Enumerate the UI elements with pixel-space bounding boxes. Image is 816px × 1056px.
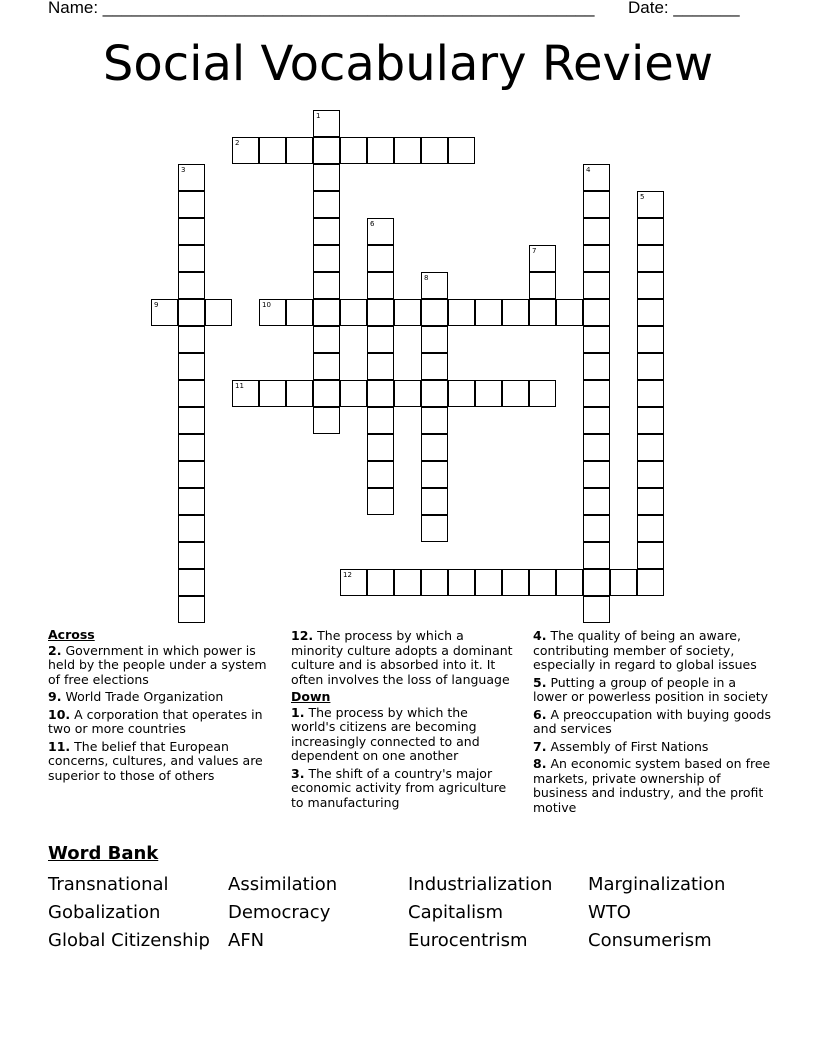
crossword-cell[interactable]: [313, 407, 340, 434]
crossword-cell[interactable]: [367, 461, 394, 488]
crossword-cell[interactable]: [583, 596, 610, 623]
crossword-cell[interactable]: [367, 434, 394, 461]
page-title: Social Vocabulary Review: [102, 36, 714, 92]
clue-across-12: 12. The process by which a minority culture adopts a dominant culture and is absorbed into it. It often involves the loss of language: [291, 628, 513, 687]
crossword-cell[interactable]: [637, 434, 664, 461]
crossword-cell[interactable]: [178, 191, 205, 218]
crossword-cell[interactable]: [394, 299, 421, 326]
crossword-cell[interactable]: [583, 299, 610, 326]
crossword-cell[interactable]: [610, 569, 637, 596]
clue-down-4: 4. The quality of being an aware, contributing member of society, especially in regard to global issues: [533, 628, 757, 672]
clue-number: 1: [316, 112, 321, 120]
crossword-cell[interactable]: [178, 380, 205, 407]
crossword-cell[interactable]: [583, 191, 610, 218]
crossword-cell[interactable]: [421, 272, 448, 299]
crossword-cell[interactable]: [367, 380, 394, 407]
crossword-cell[interactable]: [178, 542, 205, 569]
crossword-cell[interactable]: [637, 488, 664, 515]
crossword-cell[interactable]: [178, 488, 205, 515]
crossword-cell[interactable]: [178, 326, 205, 353]
clue-number: 3: [181, 166, 186, 174]
clue-down-5: 5. Putting a group of people in a lower or powerless position in society: [533, 674, 769, 704]
clue-across-2: 2. Government in which power is held by the people under a system of free elections: [48, 642, 267, 687]
clue-number: 7: [532, 247, 537, 255]
crossword-cell[interactable]: [178, 596, 205, 623]
crossword-cell[interactable]: [556, 569, 583, 596]
crossword-cell[interactable]: [637, 245, 664, 272]
crossword-cell[interactable]: [178, 299, 205, 326]
crossword-cell[interactable]: [178, 353, 205, 380]
crossword-cell[interactable]: [421, 380, 448, 407]
crossword-cell[interactable]: [583, 488, 610, 515]
crossword-cell[interactable]: [583, 434, 610, 461]
crossword-cell[interactable]: [421, 326, 448, 353]
crossword-cell[interactable]: [367, 569, 394, 596]
crossword-cell[interactable]: [448, 569, 475, 596]
clue-down-1: 1. The process by which the world's citizens are becoming increasingly connected to and dependent on one another: [291, 704, 480, 763]
crossword-cell[interactable]: [313, 191, 340, 218]
crossword-cell[interactable]: [637, 569, 664, 596]
crossword-cell[interactable]: [475, 569, 502, 596]
crossword-cell[interactable]: [340, 380, 367, 407]
crossword-cell[interactable]: [583, 353, 610, 380]
crossword-cell[interactable]: [178, 407, 205, 434]
crossword-cell[interactable]: [529, 569, 556, 596]
crossword-cell[interactable]: [205, 299, 232, 326]
crossword-cell[interactable]: [259, 380, 286, 407]
crossword-cell[interactable]: [502, 569, 529, 596]
crossword-cell[interactable]: [583, 407, 610, 434]
name-field[interactable]: Name: ____________________________________________________: [48, 0, 595, 17]
crossword-cell[interactable]: [583, 569, 610, 596]
clue-number: 11: [235, 382, 244, 390]
crossword-cell[interactable]: [448, 137, 475, 164]
crossword-cell[interactable]: [583, 461, 610, 488]
crossword-cell[interactable]: [637, 353, 664, 380]
crossword-cell[interactable]: [583, 272, 610, 299]
crossword-cell[interactable]: [151, 299, 178, 326]
word-bank-item: WTO: [588, 902, 631, 923]
clue-down-6: 6. A preoccupation with buying goods and services: [533, 706, 772, 736]
crossword-cell[interactable]: [475, 380, 502, 407]
crossword-cell[interactable]: [637, 272, 664, 299]
crossword-cell[interactable]: [367, 137, 394, 164]
crossword-cell[interactable]: [583, 218, 610, 245]
word-bank-item: AFN: [228, 930, 265, 951]
date-field[interactable]: Date: _______: [628, 0, 740, 17]
crossword-cell[interactable]: [529, 380, 556, 407]
crossword-cell[interactable]: [583, 326, 610, 353]
crossword-cell[interactable]: [637, 461, 664, 488]
crossword-cell[interactable]: [367, 299, 394, 326]
crossword-cell[interactable]: [286, 380, 313, 407]
crossword-cell[interactable]: [367, 407, 394, 434]
clue-number: 5: [640, 193, 645, 201]
clues-column-3: [533, 629, 773, 818]
crossword-cell[interactable]: [313, 380, 340, 407]
crossword-cell[interactable]: [583, 542, 610, 569]
crossword-cell[interactable]: [367, 272, 394, 299]
crossword-cell[interactable]: [475, 299, 502, 326]
crossword-cell[interactable]: [583, 245, 610, 272]
crossword-cell[interactable]: [340, 299, 367, 326]
clue-across-11: 11. The belief that European concerns, cultures, and values are superior to those of others: [48, 738, 263, 783]
crossword-cell[interactable]: [394, 569, 421, 596]
crossword-cell[interactable]: [178, 515, 205, 542]
word-bank-item: Gobalization: [48, 902, 161, 923]
crossword-cell[interactable]: [313, 218, 340, 245]
crossword-cell[interactable]: [448, 380, 475, 407]
crossword-cell[interactable]: [313, 137, 340, 164]
crossword-cell[interactable]: [448, 299, 475, 326]
crossword-cell[interactable]: [637, 515, 664, 542]
crossword-cell[interactable]: [313, 164, 340, 191]
clue-number: 12: [343, 571, 352, 579]
crossword-cell[interactable]: [313, 110, 340, 137]
clue-number: 10: [262, 301, 271, 309]
crossword-cell[interactable]: [313, 272, 340, 299]
crossword-cell[interactable]: [421, 434, 448, 461]
crossword-cell[interactable]: [286, 299, 313, 326]
clue-across-9: 9. World Trade Organization: [48, 689, 224, 704]
crossword-cell[interactable]: [340, 569, 367, 596]
crossword-cell[interactable]: [421, 407, 448, 434]
crossword-cell[interactable]: [259, 299, 286, 326]
crossword-cell[interactable]: [421, 515, 448, 542]
crossword-cell[interactable]: [637, 380, 664, 407]
crossword-cell[interactable]: [178, 218, 205, 245]
word-bank-item: Consumerism: [588, 930, 712, 951]
clues-column-2: [291, 629, 516, 813]
crossword-cell[interactable]: [232, 380, 259, 407]
crossword-cell[interactable]: [583, 515, 610, 542]
crossword-cell[interactable]: [367, 488, 394, 515]
crossword-cell[interactable]: [178, 272, 205, 299]
crossword-cell[interactable]: [637, 218, 664, 245]
clue-number: 8: [424, 274, 429, 282]
crossword-cell[interactable]: [502, 299, 529, 326]
crossword-cell[interactable]: [502, 380, 529, 407]
clue-down-7: 7. Assembly of First Nations: [533, 738, 709, 754]
crossword-cell[interactable]: [394, 137, 421, 164]
crossword-cell[interactable]: [286, 137, 313, 164]
crossword-cell[interactable]: [637, 326, 664, 353]
word-bank-item: Democracy: [228, 902, 331, 923]
crossword-cell[interactable]: [178, 569, 205, 596]
crossword-cell[interactable]: [637, 542, 664, 569]
crossword-cell[interactable]: [178, 461, 205, 488]
clues-column-1: [48, 628, 273, 786]
crossword-cell[interactable]: [367, 245, 394, 272]
crossword-cell[interactable]: [367, 326, 394, 353]
crossword-cell[interactable]: [637, 407, 664, 434]
word-bank-item: Eurocentrism: [408, 930, 528, 951]
clue-number: 2: [235, 139, 240, 147]
crossword-cell[interactable]: [313, 326, 340, 353]
word-bank-item: Industrialization: [408, 874, 553, 895]
crossword-cell[interactable]: [367, 218, 394, 245]
crossword-cell[interactable]: [421, 488, 448, 515]
crossword-cell[interactable]: [529, 299, 556, 326]
crossword-cell[interactable]: [313, 299, 340, 326]
word-bank-item: Marginalization: [588, 874, 726, 895]
crossword-cell[interactable]: [529, 245, 556, 272]
word-bank-item: Capitalism: [408, 902, 504, 923]
crossword-cell[interactable]: [421, 569, 448, 596]
crossword-cell[interactable]: [421, 299, 448, 326]
crossword-cell[interactable]: [313, 245, 340, 272]
across-heading: Across: [48, 627, 95, 642]
clue-number: 9: [154, 301, 159, 309]
crossword-cell[interactable]: [421, 137, 448, 164]
word-bank-item: Global Citizenship: [48, 930, 210, 951]
word-bank-item: Assimilation: [228, 874, 338, 895]
crossword-cell[interactable]: [313, 353, 340, 380]
down-heading: Down: [291, 689, 331, 704]
crossword-cell[interactable]: [421, 353, 448, 380]
crossword-cell[interactable]: [367, 353, 394, 380]
crossword-cell[interactable]: [340, 137, 367, 164]
crossword-cell[interactable]: [583, 164, 610, 191]
crossword-cell[interactable]: [637, 299, 664, 326]
clue-down-8: 8. An economic system based on free markets, private ownership of business and industry, and the profit motive: [533, 756, 771, 815]
clue-across-10: 10. A corporation that operates in two or more countries: [48, 706, 263, 736]
clue-number: 6: [370, 220, 375, 228]
crossword-cell[interactable]: [529, 272, 556, 299]
crossword-cell[interactable]: [178, 164, 205, 191]
word-bank-title: Word Bank: [48, 843, 159, 864]
word-bank-item: Transnational: [48, 874, 169, 895]
crossword-cell[interactable]: [394, 380, 421, 407]
crossword-cell[interactable]: [583, 380, 610, 407]
clue-number: 4: [586, 166, 591, 174]
crossword-cell[interactable]: [232, 137, 259, 164]
crossword-cell[interactable]: [259, 137, 286, 164]
crossword-cell[interactable]: [421, 461, 448, 488]
clue-down-3: 3. The shift of a country's major economic activity from agriculture to manufacturing: [291, 765, 507, 810]
crossword-cell[interactable]: [178, 245, 205, 272]
crossword-cell[interactable]: [178, 434, 205, 461]
crossword-cell[interactable]: [556, 299, 583, 326]
crossword-cell[interactable]: [637, 191, 664, 218]
